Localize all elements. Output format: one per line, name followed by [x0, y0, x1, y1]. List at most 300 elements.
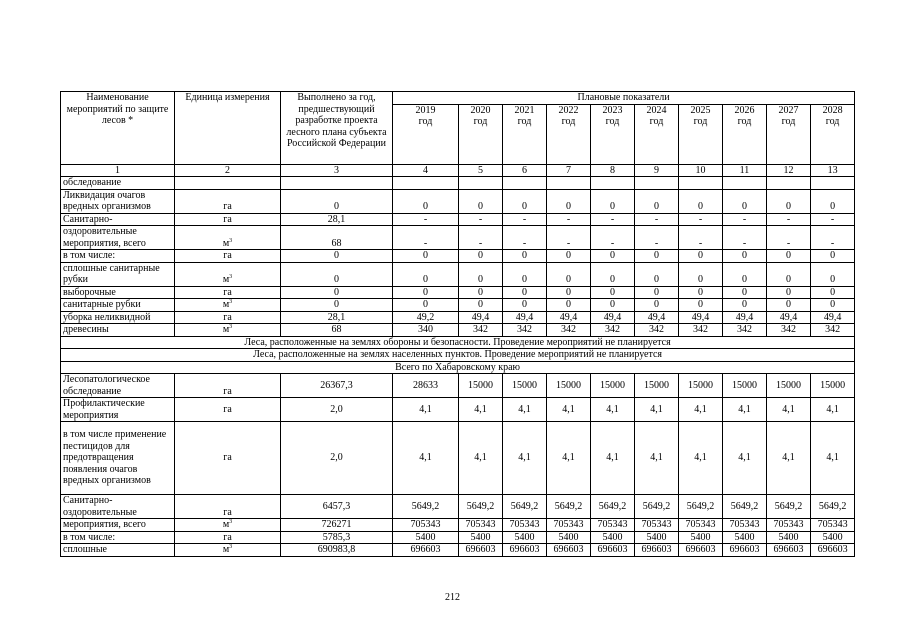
unit-label: м — [222, 544, 230, 555]
row-value: 0 — [723, 250, 767, 263]
table-row — [61, 531, 855, 544]
section-title: Леса, расположенные на землях обороны и безопасности. Проведение мероприятий не планируется — [61, 336, 855, 349]
row-value: 4,1 — [459, 422, 503, 495]
row-value: 49,4 — [723, 311, 767, 324]
unit-superscript: 3 — [229, 519, 233, 525]
table-row — [61, 189, 855, 213]
row-name: сплошные — [61, 544, 175, 557]
row-value: 0 — [547, 189, 591, 213]
row-value: 0 — [547, 299, 591, 312]
row-value: - — [811, 213, 855, 226]
row-value: 4,1 — [635, 398, 679, 422]
header-year — [459, 104, 503, 164]
row-value: - — [591, 226, 635, 250]
unit-label: га — [223, 531, 232, 543]
row-value: 5649,2 — [635, 495, 679, 519]
row-value: - — [723, 213, 767, 226]
row-value: 0 — [767, 299, 811, 312]
row-value: 0 — [679, 262, 723, 286]
row-value: - — [635, 226, 679, 250]
column-number: 12 — [767, 164, 811, 177]
row-value: - — [547, 226, 591, 250]
year-suffix: год — [517, 116, 532, 127]
row-value: 4,1 — [811, 422, 855, 495]
row-value: 0 — [503, 299, 547, 312]
row-name: в том числе: — [61, 250, 175, 263]
row-value — [811, 177, 855, 190]
row-value: 696603 — [767, 544, 811, 557]
row-value: 0 — [591, 262, 635, 286]
row-unit — [175, 422, 281, 495]
row-value: 0 — [811, 262, 855, 286]
row-value: 49,4 — [679, 311, 723, 324]
unit-label: га — [223, 385, 232, 397]
row-value: 705343 — [393, 519, 459, 532]
header-year — [767, 104, 811, 164]
row-value: 5649,2 — [679, 495, 723, 519]
row-value: 0 — [635, 189, 679, 213]
row-value: 15000 — [503, 374, 547, 398]
row-value: 0 — [679, 286, 723, 299]
row-value: 0 — [459, 262, 503, 286]
row-value: 0 — [723, 299, 767, 312]
row-value: 5649,2 — [811, 495, 855, 519]
row-value: 0 — [767, 250, 811, 263]
unit-label: га — [223, 403, 232, 415]
row-name: Лесопатологическое обследование — [61, 374, 175, 398]
table-row — [61, 422, 855, 495]
header-unit: Единица измерения — [175, 92, 281, 165]
section-row — [61, 361, 855, 374]
row-name: древесины — [61, 324, 175, 337]
row-name: Санитарно- — [61, 213, 175, 226]
row-done: 28,1 — [281, 213, 393, 226]
row-value: 705343 — [767, 519, 811, 532]
row-done: 0 — [281, 250, 393, 263]
row-value — [723, 177, 767, 190]
row-done — [281, 177, 393, 190]
row-value: 5649,2 — [503, 495, 547, 519]
row-value: 342 — [547, 324, 591, 337]
table-row — [61, 398, 855, 422]
row-value: - — [679, 213, 723, 226]
year-label: 2023 — [602, 104, 623, 116]
row-unit — [175, 398, 281, 422]
row-value: 49,4 — [503, 311, 547, 324]
year-label: 2021 — [514, 104, 535, 116]
row-value — [547, 177, 591, 190]
row-value: 0 — [393, 286, 459, 299]
row-name: в том числе: — [61, 531, 175, 544]
row-value — [503, 177, 547, 190]
row-value: 5649,2 — [547, 495, 591, 519]
row-value: 705343 — [547, 519, 591, 532]
row-value: 4,1 — [723, 398, 767, 422]
unit-superscript: 3 — [229, 274, 233, 280]
row-value: 15000 — [679, 374, 723, 398]
row-value: - — [393, 226, 459, 250]
row-value: 705343 — [811, 519, 855, 532]
row-value: 0 — [679, 299, 723, 312]
row-value: 5400 — [635, 531, 679, 544]
row-value: 5649,2 — [767, 495, 811, 519]
row-value — [635, 177, 679, 190]
row-name: уборка неликвидной — [61, 311, 175, 324]
row-value — [591, 177, 635, 190]
unit-superscript: 3 — [229, 237, 233, 244]
row-done: 0 — [281, 262, 393, 286]
section-row — [61, 336, 855, 349]
unit-label: га — [223, 311, 232, 323]
row-unit — [175, 531, 281, 544]
page-number: 212 — [445, 592, 460, 603]
row-value: 15000 — [767, 374, 811, 398]
header-year — [811, 104, 855, 164]
row-value: 0 — [811, 250, 855, 263]
row-value: - — [635, 213, 679, 226]
unit-label: га — [223, 506, 232, 518]
row-value: - — [767, 226, 811, 250]
unit-label: га — [223, 286, 232, 298]
section-title: Леса, расположенные на землях населенных пунктов. Проведение мероприятий не планируется — [61, 349, 855, 362]
row-value: 4,1 — [679, 398, 723, 422]
row-value: 15000 — [811, 374, 855, 398]
row-value: 5400 — [393, 531, 459, 544]
header-year — [635, 104, 679, 164]
year-label: 2027 — [778, 104, 799, 116]
unit-label: га — [223, 250, 232, 261]
column-number: 6 — [503, 164, 547, 177]
row-value: - — [679, 226, 723, 250]
row-done: 726271 — [281, 519, 393, 532]
table-row — [61, 544, 855, 557]
row-value: 0 — [547, 262, 591, 286]
row-name: Санитарно-оздоровительные — [61, 495, 175, 519]
row-value: 696603 — [679, 544, 723, 557]
column-number: 7 — [547, 164, 591, 177]
row-value: 0 — [393, 299, 459, 312]
unit-label: м — [222, 299, 230, 310]
row-done: 2,0 — [281, 422, 393, 495]
row-done: 0 — [281, 286, 393, 299]
row-value: 15000 — [459, 374, 503, 398]
row-value: 696603 — [547, 544, 591, 557]
row-value: 4,1 — [723, 422, 767, 495]
row-value: 5649,2 — [723, 495, 767, 519]
unit-label: га — [223, 213, 232, 225]
row-unit — [175, 189, 281, 213]
year-label: 2028 — [822, 104, 843, 116]
row-value: 49,4 — [811, 311, 855, 324]
row-value: 342 — [811, 324, 855, 337]
row-done: 0 — [281, 189, 393, 213]
row-value: 696603 — [811, 544, 855, 557]
row-value: 0 — [635, 250, 679, 263]
row-value: 0 — [811, 189, 855, 213]
column-number: 9 — [635, 164, 679, 177]
row-value: 4,1 — [679, 422, 723, 495]
row-value: 0 — [591, 189, 635, 213]
row-value: 696603 — [591, 544, 635, 557]
row-done: 690983,8 — [281, 544, 393, 557]
row-done: 2,0 — [281, 398, 393, 422]
column-number: 5 — [459, 164, 503, 177]
row-value: - — [811, 226, 855, 250]
row-name: сплошные санитарные рубки — [61, 262, 175, 286]
table-row — [61, 250, 855, 263]
row-value: 705343 — [459, 519, 503, 532]
row-value: 5400 — [459, 531, 503, 544]
header-year — [679, 104, 723, 164]
row-value: 5400 — [679, 531, 723, 544]
row-value: 0 — [547, 250, 591, 263]
row-value: 4,1 — [393, 398, 459, 422]
row-value: 342 — [459, 324, 503, 337]
row-value: 705343 — [503, 519, 547, 532]
year-suffix: год — [418, 116, 433, 127]
row-value: 0 — [459, 299, 503, 312]
row-value: 5400 — [503, 531, 547, 544]
row-value: 5400 — [723, 531, 767, 544]
row-value: 0 — [635, 299, 679, 312]
row-value: - — [393, 213, 459, 226]
unit-label: га — [223, 201, 232, 212]
column-number-row — [61, 164, 855, 177]
header-year — [393, 104, 459, 164]
row-value: 0 — [393, 250, 459, 263]
unit-superscript: 3 — [229, 299, 233, 305]
row-value: 0 — [723, 262, 767, 286]
row-value: 4,1 — [767, 422, 811, 495]
year-suffix: год — [561, 116, 576, 127]
year-suffix: год — [825, 116, 840, 127]
row-unit — [175, 374, 281, 398]
row-unit — [175, 311, 281, 324]
row-value: 15000 — [547, 374, 591, 398]
row-value: 5649,2 — [393, 495, 459, 519]
year-suffix: год — [737, 116, 752, 127]
row-value: 0 — [635, 286, 679, 299]
header-plan: Плановые показатели — [393, 92, 855, 105]
row-done: 26367,3 — [281, 374, 393, 398]
row-value: 4,1 — [811, 398, 855, 422]
row-value: - — [503, 226, 547, 250]
row-value: 0 — [503, 262, 547, 286]
row-value: 0 — [459, 189, 503, 213]
row-value: 0 — [679, 250, 723, 263]
column-number: 1 — [61, 164, 175, 177]
section-title: Всего по Хабаровскому краю — [61, 361, 855, 374]
row-value: 696603 — [723, 544, 767, 557]
row-value: 0 — [635, 262, 679, 286]
row-unit — [175, 213, 281, 226]
row-value: 49,4 — [635, 311, 679, 324]
row-value: 0 — [767, 262, 811, 286]
header-year — [503, 104, 547, 164]
row-value: 340 — [393, 324, 459, 337]
row-name: в том числе применение пестицидов для предотвращения появления очагов вредных организмов — [61, 422, 175, 495]
row-unit — [175, 519, 281, 532]
row-value: 4,1 — [459, 398, 503, 422]
row-value: 4,1 — [591, 422, 635, 495]
column-number: 4 — [393, 164, 459, 177]
row-value: 28633 — [393, 374, 459, 398]
row-name: выборочные — [61, 286, 175, 299]
table-row — [61, 495, 855, 519]
table-row — [61, 299, 855, 312]
row-value: 342 — [679, 324, 723, 337]
row-value: 0 — [503, 250, 547, 263]
row-value: 4,1 — [547, 422, 591, 495]
row-value: 705343 — [723, 519, 767, 532]
row-done: 28,1 — [281, 311, 393, 324]
row-value: 0 — [723, 286, 767, 299]
row-value: 4,1 — [393, 422, 459, 495]
row-value: 0 — [591, 250, 635, 263]
row-value: 0 — [679, 189, 723, 213]
unit-superscript: 3 — [229, 544, 233, 550]
row-value: - — [459, 213, 503, 226]
row-value: 15000 — [635, 374, 679, 398]
row-value: 5400 — [767, 531, 811, 544]
row-value: - — [723, 226, 767, 250]
row-unit — [175, 262, 281, 286]
row-value: 0 — [723, 189, 767, 213]
unit-superscript: 3 — [229, 324, 233, 330]
row-value: 342 — [591, 324, 635, 337]
row-value: 5649,2 — [591, 495, 635, 519]
row-value: 5400 — [811, 531, 855, 544]
row-value: - — [547, 213, 591, 226]
row-value: 4,1 — [635, 422, 679, 495]
row-unit — [175, 250, 281, 263]
row-value: 696603 — [393, 544, 459, 557]
year-suffix: год — [781, 116, 796, 127]
row-value: 49,4 — [767, 311, 811, 324]
header-name: Наименование мероприятий по защите лесов * — [61, 92, 175, 165]
unit-label: га — [223, 452, 232, 464]
year-label: 2025 — [690, 104, 711, 116]
header-year — [591, 104, 635, 164]
row-done: 5785,3 — [281, 531, 393, 544]
table-row — [61, 213, 855, 226]
row-value: 15000 — [723, 374, 767, 398]
year-label: 2020 — [470, 104, 491, 116]
table-row — [61, 262, 855, 286]
unit-label: м — [222, 519, 230, 530]
row-value: 5400 — [547, 531, 591, 544]
row-value: 0 — [459, 286, 503, 299]
row-value: - — [503, 213, 547, 226]
row-value: 705343 — [679, 519, 723, 532]
row-value: 0 — [459, 250, 503, 263]
table-row — [61, 177, 855, 190]
row-value: 696603 — [459, 544, 503, 557]
row-value: 705343 — [635, 519, 679, 532]
column-number: 11 — [723, 164, 767, 177]
row-value: 49,4 — [547, 311, 591, 324]
row-value: 4,1 — [547, 398, 591, 422]
year-suffix: год — [693, 116, 708, 127]
table-row — [61, 374, 855, 398]
forest-protection-table — [60, 91, 855, 557]
row-value: 0 — [811, 286, 855, 299]
row-value: - — [767, 213, 811, 226]
row-value: 696603 — [635, 544, 679, 557]
year-suffix: год — [473, 116, 488, 127]
row-value — [459, 177, 503, 190]
header-year — [547, 104, 591, 164]
row-unit — [175, 299, 281, 312]
column-number: 10 — [679, 164, 723, 177]
row-unit — [175, 544, 281, 557]
row-value: 0 — [503, 189, 547, 213]
row-value: 705343 — [591, 519, 635, 532]
year-label: 2024 — [646, 104, 667, 116]
year-suffix: год — [649, 116, 664, 127]
row-value: 0 — [767, 189, 811, 213]
header-done: Выполнено за год, предшествующий разработке проекта лесного плана субъекта Российской Федерации — [281, 92, 393, 165]
unit-label: м — [222, 324, 230, 335]
row-value: 0 — [591, 286, 635, 299]
row-value: 15000 — [591, 374, 635, 398]
row-unit — [175, 324, 281, 337]
row-value: 49,4 — [591, 311, 635, 324]
row-value: - — [459, 226, 503, 250]
row-unit — [175, 226, 281, 250]
row-value — [679, 177, 723, 190]
row-value: 0 — [767, 286, 811, 299]
row-value — [767, 177, 811, 190]
row-value — [393, 177, 459, 190]
section-row — [61, 349, 855, 362]
year-suffix: год — [605, 116, 620, 127]
row-value: 4,1 — [767, 398, 811, 422]
row-unit — [175, 495, 281, 519]
table-row — [61, 519, 855, 532]
column-number: 13 — [811, 164, 855, 177]
row-done: 68 — [281, 324, 393, 337]
row-value: 342 — [503, 324, 547, 337]
row-value: 342 — [635, 324, 679, 337]
row-value: 696603 — [503, 544, 547, 557]
row-value: 0 — [591, 299, 635, 312]
row-unit — [175, 286, 281, 299]
unit-label: м — [222, 274, 230, 285]
row-unit — [175, 177, 281, 190]
row-value: 0 — [503, 286, 547, 299]
year-label: 2022 — [558, 104, 579, 116]
row-value: 4,1 — [503, 422, 547, 495]
row-done: 68 — [281, 226, 393, 250]
row-value: 5649,2 — [459, 495, 503, 519]
header-row — [61, 92, 855, 105]
table-row — [61, 324, 855, 337]
row-value: 0 — [811, 299, 855, 312]
row-value: 342 — [723, 324, 767, 337]
row-value: 0 — [393, 262, 459, 286]
column-number: 3 — [281, 164, 393, 177]
row-value: 5400 — [591, 531, 635, 544]
table-row — [61, 226, 855, 250]
table-row — [61, 286, 855, 299]
row-value: 4,1 — [503, 398, 547, 422]
row-name: обследование — [61, 177, 175, 190]
row-name: оздоровительные мероприятия, всего — [61, 226, 175, 250]
row-value: - — [591, 213, 635, 226]
header-year — [723, 104, 767, 164]
row-name: санитарные рубки — [61, 299, 175, 312]
